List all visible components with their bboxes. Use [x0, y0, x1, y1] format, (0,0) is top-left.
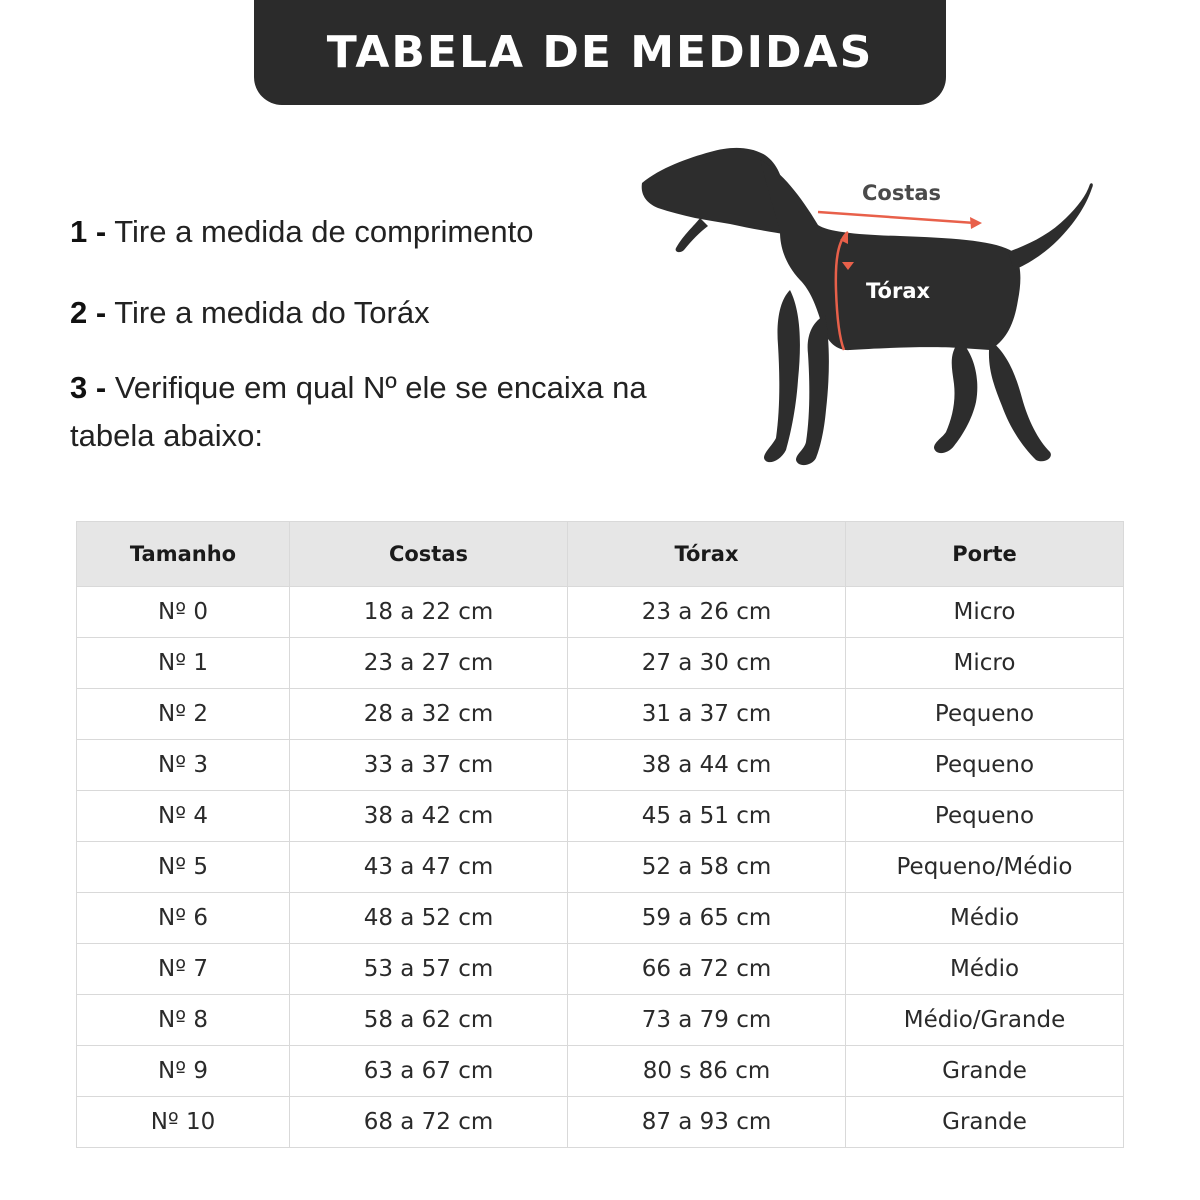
cell-size: Nº 8 [77, 995, 290, 1046]
cell-porte: Micro [846, 587, 1124, 638]
cell-back: 33 a 37 cm [290, 740, 568, 791]
step-3-text: Verifique em qual Nº ele se encaixa na tabela abaixo: [70, 370, 647, 453]
cell-porte: Pequeno/Médio [846, 842, 1124, 893]
cell-size: Nº 0 [77, 587, 290, 638]
cell-size: Nº 7 [77, 944, 290, 995]
cell-size: Nº 9 [77, 1046, 290, 1097]
table-row [77, 1046, 1124, 1097]
cell-porte: Grande [846, 1097, 1124, 1148]
cell-chest: 38 a 44 cm [568, 740, 846, 791]
header-porte: Porte [846, 522, 1124, 587]
cell-porte: Médio [846, 893, 1124, 944]
cell-porte: Médio [846, 944, 1124, 995]
table-row [77, 791, 1124, 842]
chest-label: Tórax [866, 279, 931, 303]
cell-chest: 80 s 86 cm [568, 1046, 846, 1097]
cell-back: 18 a 22 cm [290, 587, 568, 638]
cell-chest: 23 a 26 cm [568, 587, 846, 638]
cell-back: 68 a 72 cm [290, 1097, 568, 1148]
cell-chest: 59 a 65 cm [568, 893, 846, 944]
table-row [77, 842, 1124, 893]
step-2-text: Tire a medida do Toráx [114, 295, 430, 330]
header-costas: Costas [290, 522, 568, 587]
step-3 [70, 364, 650, 460]
cell-size: Nº 10 [77, 1097, 290, 1148]
table-row [77, 1097, 1124, 1148]
table-row [77, 893, 1124, 944]
table-header-row [77, 522, 1124, 587]
step-2 [70, 289, 430, 337]
cell-chest: 66 a 72 cm [568, 944, 846, 995]
cell-back: 53 a 57 cm [290, 944, 568, 995]
cell-size: Nº 2 [77, 689, 290, 740]
cell-back: 63 a 67 cm [290, 1046, 568, 1097]
cell-size: Nº 1 [77, 638, 290, 689]
table-row [77, 740, 1124, 791]
back-label: Costas [862, 181, 942, 205]
cell-size: Nº 4 [77, 791, 290, 842]
cell-size: Nº 5 [77, 842, 290, 893]
dog-measurement-diagram [630, 140, 1110, 480]
step-3-number: 3 - [70, 370, 107, 405]
title-banner [254, 0, 946, 105]
cell-chest: 45 a 51 cm [568, 791, 846, 842]
step-2-number: 2 - [70, 295, 107, 330]
table-row [77, 587, 1124, 638]
cell-chest: 52 a 58 cm [568, 842, 846, 893]
table-row [77, 689, 1124, 740]
table-row [77, 995, 1124, 1046]
cell-porte: Pequeno [846, 689, 1124, 740]
cell-size: Nº 3 [77, 740, 290, 791]
cell-back: 48 a 52 cm [290, 893, 568, 944]
cell-porte: Grande [846, 1046, 1124, 1097]
back-measure-line [818, 212, 975, 223]
cell-back: 38 a 42 cm [290, 791, 568, 842]
cell-size: Nº 6 [77, 893, 290, 944]
size-table [76, 521, 1124, 1148]
cell-chest: 27 a 30 cm [568, 638, 846, 689]
dog-silhouette-icon [630, 140, 1110, 480]
step-1-text: Tire a medida de comprimento [114, 214, 534, 249]
table-row [77, 944, 1124, 995]
cell-porte: Pequeno [846, 791, 1124, 842]
step-1-number: 1 - [70, 214, 107, 249]
cell-chest: 73 a 79 cm [568, 995, 846, 1046]
cell-back: 28 a 32 cm [290, 689, 568, 740]
header-torax: Tórax [568, 522, 846, 587]
page-title: TABELA DE MEDIDAS [326, 27, 874, 78]
cell-porte: Micro [846, 638, 1124, 689]
cell-back: 23 a 27 cm [290, 638, 568, 689]
table-row [77, 638, 1124, 689]
cell-back: 58 a 62 cm [290, 995, 568, 1046]
cell-porte: Pequeno [846, 740, 1124, 791]
cell-chest: 87 a 93 cm [568, 1097, 846, 1148]
cell-porte: Médio/Grande [846, 995, 1124, 1046]
step-1 [70, 208, 534, 256]
header-tamanho: Tamanho [77, 522, 290, 587]
cell-chest: 31 a 37 cm [568, 689, 846, 740]
cell-back: 43 a 47 cm [290, 842, 568, 893]
